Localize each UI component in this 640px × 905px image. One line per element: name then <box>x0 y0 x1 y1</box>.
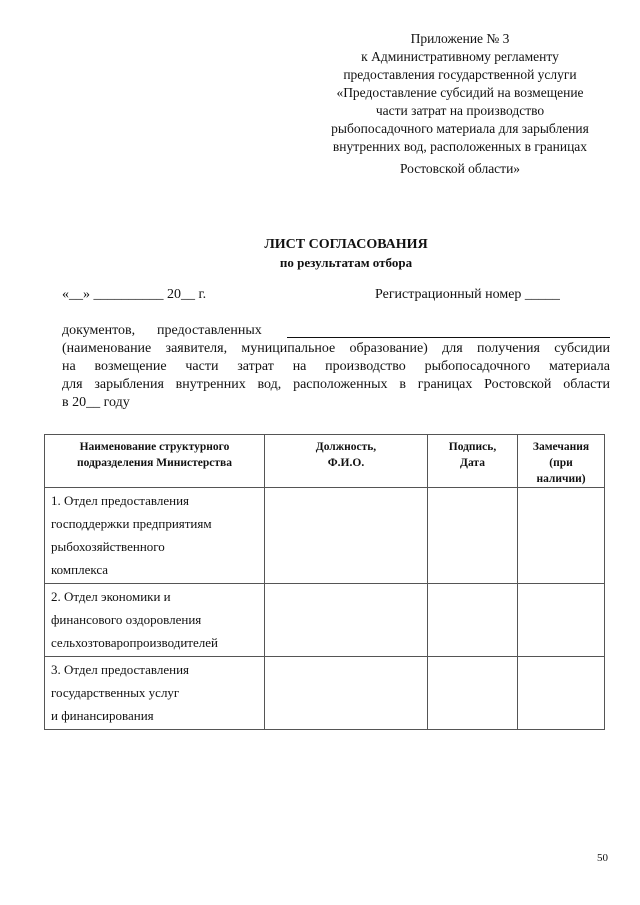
remarks-cell[interactable] <box>518 584 605 657</box>
department-cell: 1. Отдел предоставления господдержки предприятиям рыбохозяйственного комплекса <box>45 488 265 584</box>
appendix-line: Ростовской области» <box>399 161 521 176</box>
table-row <box>45 657 605 730</box>
title-main: ЛИСТ СОГЛАСОВАНИЯ <box>264 237 428 252</box>
appendix-header <box>300 30 620 178</box>
registration-number-line: Регистрационный номер _____ <box>375 287 560 302</box>
appendix-line: предоставления государственной услуги <box>343 67 577 82</box>
appendix-line: Приложение № 3 <box>410 31 510 46</box>
appendix-line: рыбопосадочного материала для зарыбления <box>331 121 589 136</box>
signature-cell[interactable] <box>428 584 518 657</box>
paragraph-first-line <box>62 322 610 340</box>
appendix-line: к Административному регламенту <box>361 49 559 64</box>
remarks-cell[interactable] <box>518 657 605 730</box>
signature-cell[interactable] <box>428 657 518 730</box>
paragraph-line: в 20__ году <box>62 395 130 410</box>
date-line: «__» __________ 20__ г. <box>62 287 207 302</box>
paragraph-line: для зарыбления внутренних вод, расположенных в границах Ростовской области <box>62 377 610 392</box>
appendix-line: «Предоставление субсидий на возмещение <box>336 85 584 100</box>
paragraph-word: предоставленных <box>157 323 262 338</box>
table-row <box>45 488 605 584</box>
appendix-line: части затрат на производство <box>375 103 545 118</box>
paragraph-line: на возмещение части затрат на производство рыбопосадочного материала <box>62 359 610 374</box>
table-header-row <box>45 435 605 488</box>
remarks-cell[interactable] <box>518 488 605 584</box>
approval-table <box>44 434 605 730</box>
paragraph-line: (наименование заявителя, муниципальное образование) для получения субсидии <box>62 341 610 356</box>
department-cell: 2. Отдел экономики и финансового оздоровления сельхозтоваропроизводителей <box>45 584 265 657</box>
position-cell[interactable] <box>265 584 428 657</box>
appendix-line: внутренних вод, расположенных в границах <box>332 139 588 154</box>
applicant-name-blank <box>287 323 610 338</box>
position-cell[interactable] <box>265 488 428 584</box>
page-number: 50 <box>597 852 608 864</box>
signature-cell[interactable] <box>428 488 518 584</box>
document-title <box>0 236 640 272</box>
header-signature: Подпись, Дата <box>428 435 518 488</box>
department-cell: 3. Отдел предоставления государственных услуг и финансирования <box>45 657 265 730</box>
documents-paragraph <box>62 322 610 412</box>
position-cell[interactable] <box>265 657 428 730</box>
title-subtitle: по результатам отбора <box>279 255 413 270</box>
paragraph-word: документов, <box>62 323 136 338</box>
header-remarks: Замечания (при наличии) <box>518 435 605 488</box>
header-position: Должность, Ф.И.О. <box>265 435 428 488</box>
header-department: Наименование структурного подразделения Министерства <box>45 435 265 488</box>
table-row <box>45 584 605 657</box>
